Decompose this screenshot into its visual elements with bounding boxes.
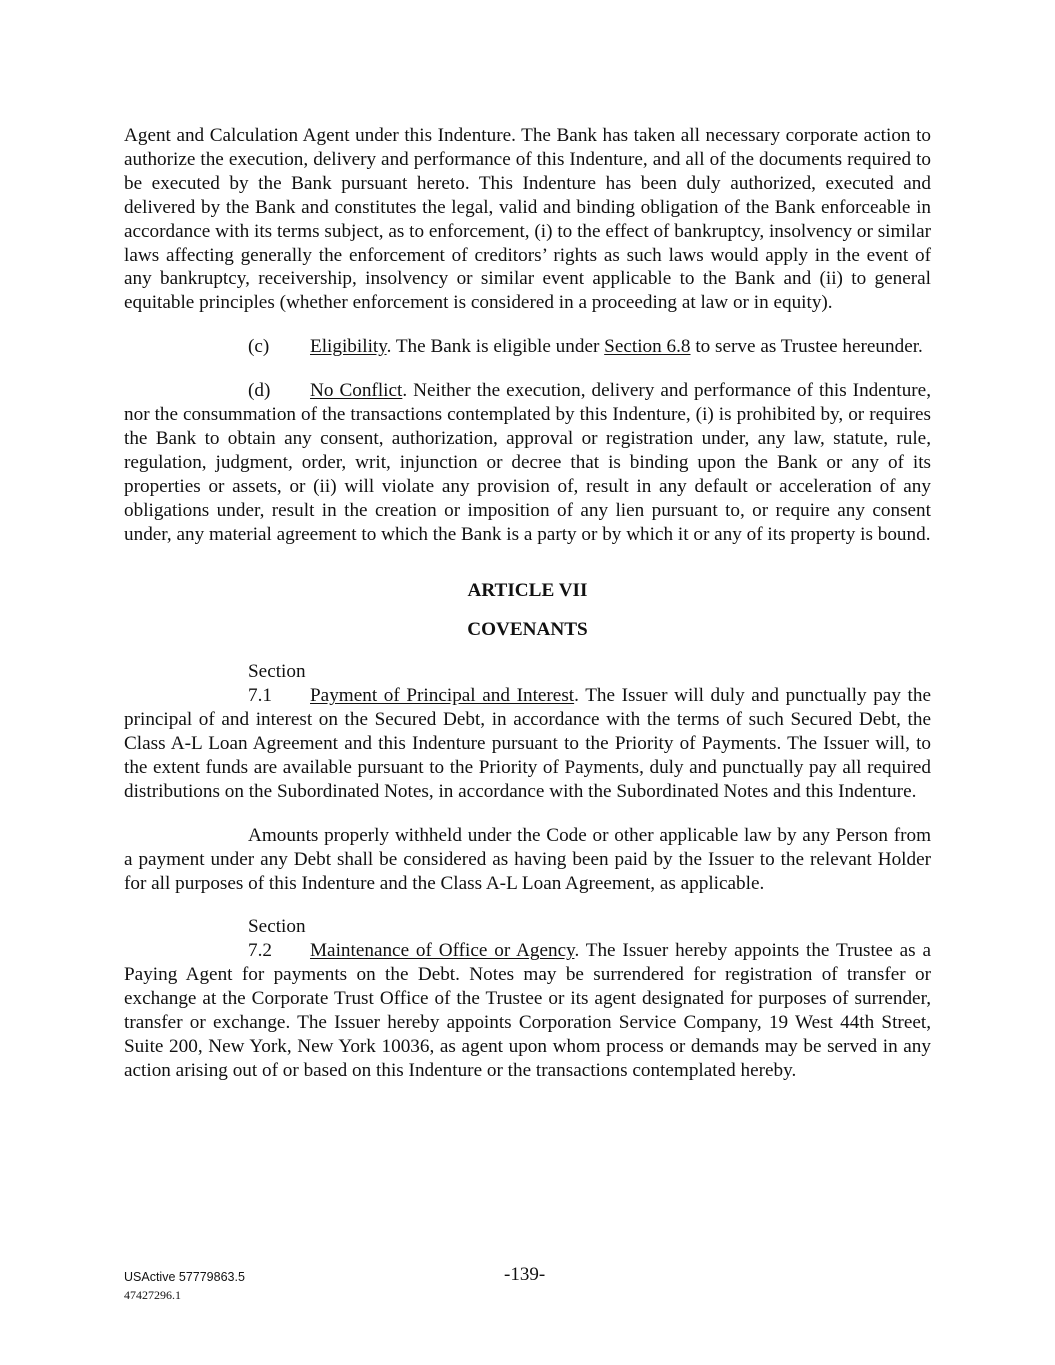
section-7-1: Section 7.1 Payment of Principal and Interest. The Issuer will duly and punctually pay the principal of and interest on the Secured Debt, in accordance with the terms of such Secured Debt, the Class A-L Loan Agreement and this Indenture pursuant to the Priority of Payments. The Issuer will, to the extent funds are available pursuant to the Priority of Payments, duly and punctually pay all required distributions on the Subordinated Notes, in accordance with the Subordinated Notes and this Indenture. bbox=[124, 661, 931, 802]
page-number: -139- bbox=[504, 1264, 546, 1285]
paragraph-no-conflict: (d) No Conflict. Neither the execution, delivery and performance of this Indenture, nor the consummation of the transactions contemplated by this Indenture, (i) is prohibited by, or requires the Bank to obtain any consent, authorization, approval or registration under, any law, statute, rule, regulation, judgment, order, writ, injunction or decree that is binding upon the Bank or any of its properties or assets, or (ii) will violate any provision of, result in any default or acceleration of any obligations under, result in the creation or imposition of any lien pursuant to, or require any consent under, any material agreement to which the Bank is a party or by which it or any of its property is bound. bbox=[124, 380, 932, 545]
item-label-c: (c) bbox=[248, 336, 270, 358]
section-7-2-title: Maintenance of Office or Agency bbox=[310, 940, 575, 962]
no-conflict-heading: No Conflict bbox=[310, 380, 403, 402]
article-heading: ARTICLE VII bbox=[467, 579, 588, 601]
paragraph-bank-authorization: Agent and Calculation Agent under this Indenture. The Bank has taken all necessary corporate action to authorize the execution, delivery and performance of this Indenture, and all of the documents required to be executed by the Bank pursuant hereto. This Indenture has been duly authorized, executed and delivered by the Bank and constitutes the legal, valid and binding obligation of the Bank enforceable in accordance with its terms subject, as to enforcement, (i) to the effect of bankruptcy, insolvency or similar laws affecting generally the enforcement of creditors’ rights as such laws would apply in the event of any bankruptcy, receivership, insolvency or similar event applicable to the Bank and (ii) to general equitable principles (whether enforcement is considered in a proceeding at law or in equity). bbox=[124, 125, 931, 314]
article-title: COVENANTS bbox=[467, 619, 588, 641]
document-page bbox=[124, 124, 931, 1083]
section-7-1-label: Section 7.1 bbox=[248, 661, 306, 707]
eligibility-heading: Eligibility bbox=[310, 336, 387, 358]
footer-doc-id: USActive 57779863.5 bbox=[124, 1270, 245, 1284]
section-7-2-label: Section 7.2 bbox=[248, 916, 306, 962]
footer-doc-id-secondary: 47427296.1 bbox=[124, 1288, 181, 1302]
item-label-d: (d) bbox=[248, 380, 271, 402]
section-7-1-title: Payment of Principal and Interest bbox=[310, 685, 575, 707]
paragraph-eligibility: (c) Eligibility. The Bank is eligible under Section 6.8 to serve as Trustee hereunder. bbox=[248, 336, 923, 358]
section-6-8-reference: Section 6.8 bbox=[604, 336, 691, 358]
section-7-2: Section 7.2 Maintenance of Office or Agency. The Issuer hereby appoints the Trustee as a Paying Agent for payments on the Debt. Notes may be surrendered for registration of transfer or exchange at the Corporate Trust Office of the Trustee or its agent designated for purposes of surrender, transfer or exchange. The Issuer hereby appoints Corporation Service Company, 19 West 44th Street, Suite 200, New York, New York 10036, as agent upon whom process or demands may be served in any action arising out of or based on this Indenture or the transactions contemplated hereby. bbox=[124, 916, 931, 1081]
paragraph-amounts-withheld: Amounts properly withheld under the Code or other applicable law by any Person from a payment under any Debt shall be considered as having been paid by the Issuer to the relevant Holder for all purposes of this Indenture and the Class A-L Loan Agreement, as applicable. bbox=[124, 824, 931, 894]
